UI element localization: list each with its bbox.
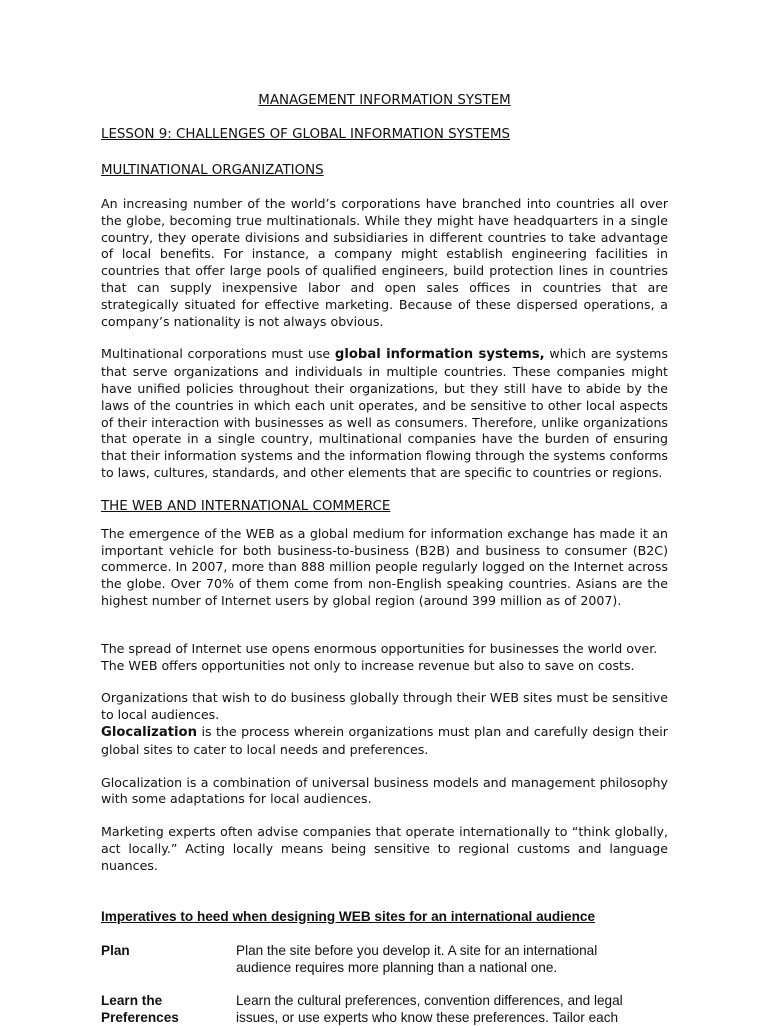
bold-term-global-information-systems: global information systems, — [334, 347, 545, 363]
section-heading-web-commerce: THE WEB AND INTERNATIONAL COMMERCE — [101, 498, 391, 514]
paragraph-line: The spread of Internet use opens enormous opportunities for businesses the world over. — [101, 640, 658, 656]
imperatives-heading: Imperatives to heed when designing WEB sites for an international audience — [101, 908, 596, 924]
paragraph-web-5: Glocalization is a combination of universal business models and management philosophy with some adaptations for local audiences. — [101, 774, 668, 807]
paragraph-web-1: The emergence of the WEB as a global medium for information exchange has made it an important vehicle for both business-to-business (B2B) and business to consumer (B2C) commerce. In 2007, more than 888 million people regularly logged on the Internet across the globe. Over 70% of them come from non-English speaking countries. Asians are the highest number of Internet users by global region (around 399 million as of 2007). — [101, 525, 668, 608]
document-page — [101, 92, 668, 1026]
paragraph-web-6: Marketing experts often advise companies that operate internationally to “think globally, act locally.” Acting locally means being sensitive to regional customs and language nuances. — [101, 824, 668, 873]
section-heading-multinational: MULTINATIONAL ORGANIZATIONS — [101, 163, 324, 178]
paragraph-text: is the process wherein organizations must plan and carefully design their global sites to cater to local needs and preferences. — [101, 723, 668, 757]
paragraph-multinational-1: An increasing number of the world’s corporations have branched into countries all over the globe, becoming true multinationals. While they might have headquarters in a single country, they operate divisions and subsidiaries in different countries to take advantage of local benefits. For instance, a company might establish engineering facilities in countries that offer large pools of qualified engineers, build protection lines in countries that can supply inexpensive labor and open sales offices in countries that are strategically situated for effective marketing. Because of these dispersed operations, a company’s nationality is not always obvious. — [101, 196, 668, 329]
paragraph-web-2 — [101, 641, 668, 675]
paragraph-line: The WEB offers opportunities not only to increase revenue but also to save on costs. — [101, 657, 635, 673]
imperative-description: Learn the cultural preferences, convention differences, and legal issues, or use experts who know these preferences. Tailor each — [236, 992, 623, 1025]
paragraph-multinational-2 — [101, 346, 668, 481]
lesson-title: LESSON 9: CHALLENGES OF GLOBAL INFORMATION SYSTEMS — [101, 127, 511, 142]
paragraph-text: Multinational corporations must use — [101, 346, 335, 362]
bold-term-glocalization: Glocalization — [101, 724, 198, 740]
paragraph-text: which are systems that serve organizations and individuals in multiple countries. These companies might have unified policies throughout their organizations, but they still have to abide by the laws of the countries in which each unit operates, and be sensitive to other local aspects of their interaction with businesses as well as consumers. Therefore, unlike organizations that operate in a single country, multinational companies have the burden of ensuring that their information systems and the information flowing through the systems conforms to laws, cultures, standards, and other elements that are specific to countries or regions. — [101, 346, 669, 480]
imperative-item-plan — [101, 942, 668, 976]
imperative-term: Learn the Preferences — [101, 992, 179, 1025]
imperative-item-learn-preferences — [101, 992, 668, 1026]
imperative-description: Plan the site before you develop it. A site for an international audience requires more planning than a national one. — [236, 942, 598, 975]
paragraph-web-3: Organizations that wish to do business globally through their WEB sites must be sensitive to local audiences. — [101, 690, 668, 723]
imperative-term: Plan — [101, 942, 130, 958]
document-title: MANAGEMENT INFORMATION SYSTEM — [258, 93, 511, 108]
paragraph-web-4 — [101, 724, 668, 759]
